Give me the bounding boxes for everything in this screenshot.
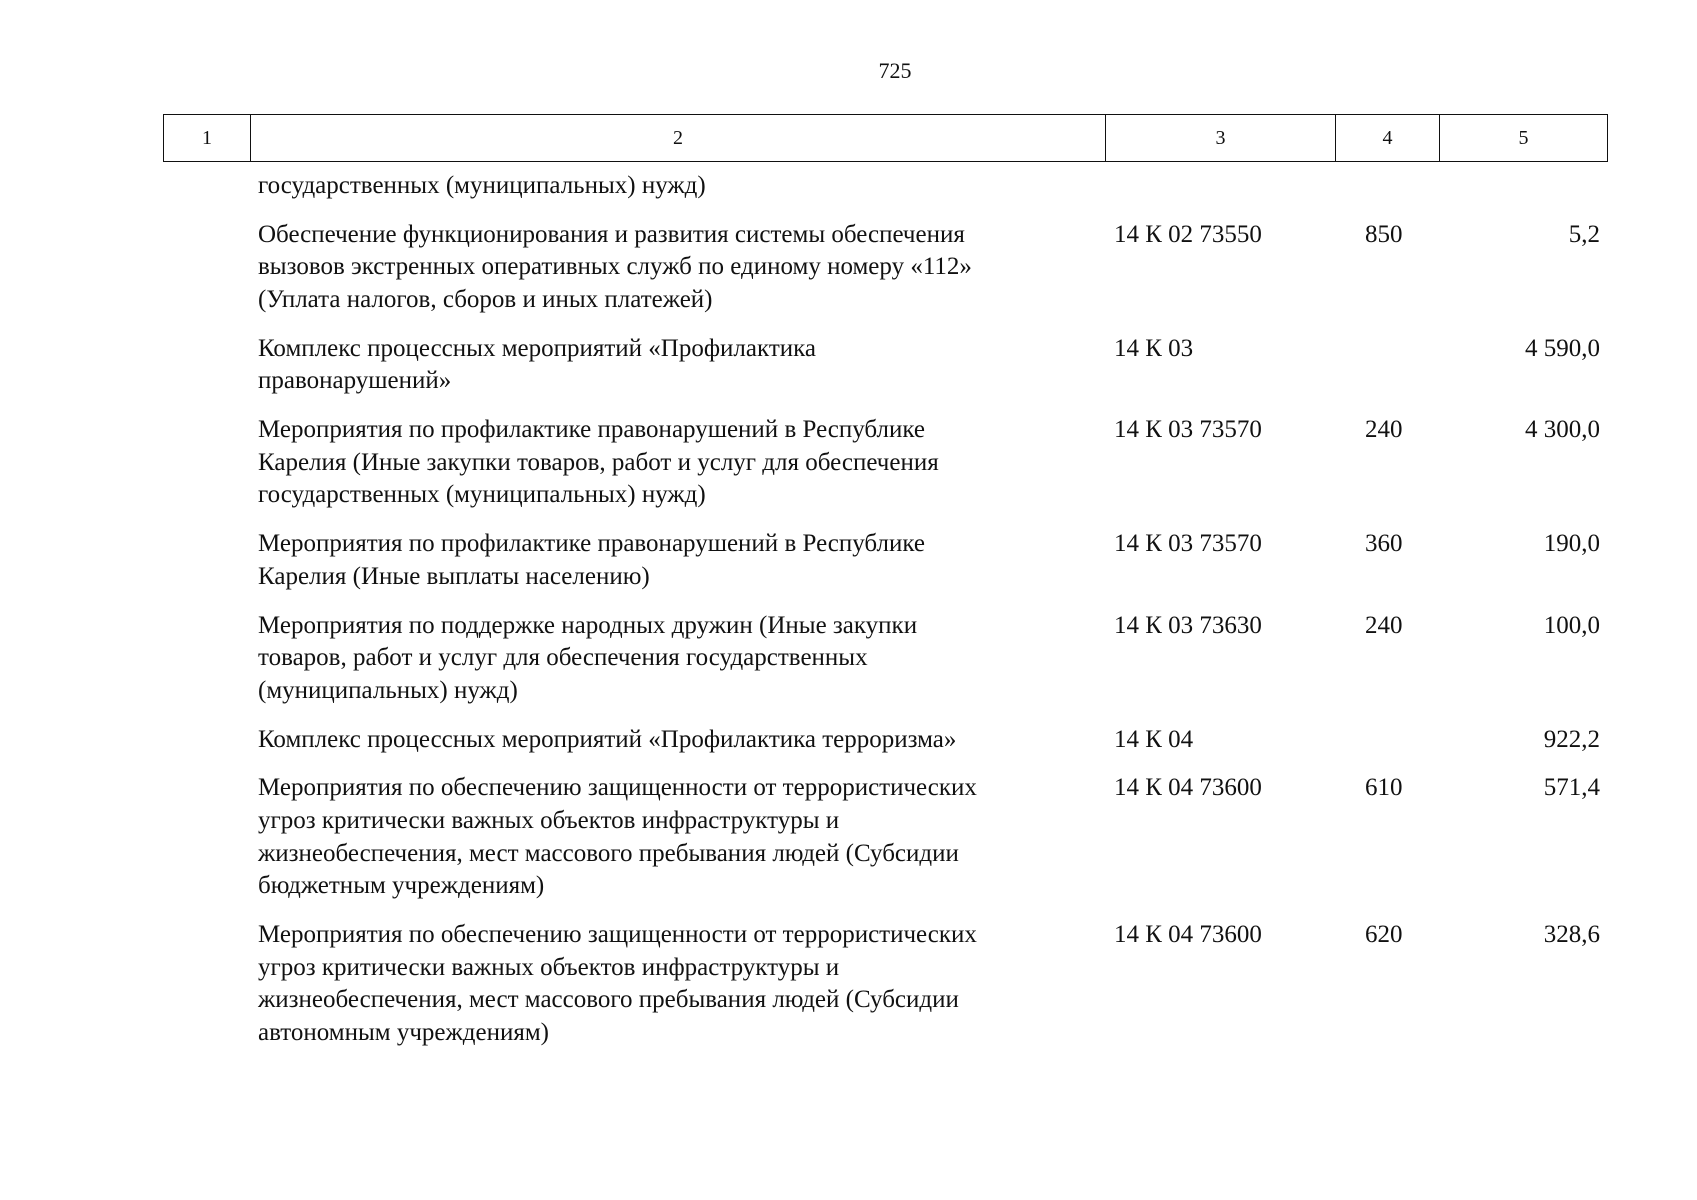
row-description	[258, 219, 1078, 317]
row-description	[258, 170, 1078, 203]
row-description-line: автономным учреждениям)	[258, 1018, 550, 1046]
table-row	[0, 724, 1697, 757]
row-code: 14 К 04 73600	[1114, 774, 1262, 802]
row-description-line: государственных (муниципальных) нужд)	[258, 172, 706, 199]
row-description	[258, 333, 1078, 398]
row-code: 14 К 03 73570	[1114, 530, 1262, 558]
row-description-line: жизнеобеспечения, мест массового пребывания людей (Субсидии	[258, 839, 959, 867]
row-description-line: Мероприятия по профилактике правонарушений в Республике	[258, 530, 926, 558]
row-expense-type: 610	[1365, 774, 1403, 802]
row-description	[258, 772, 1078, 902]
row-description-line: государственных (муниципальных) нужд)	[258, 481, 706, 509]
table-row	[0, 772, 1697, 902]
row-description-line: Мероприятия по поддержке народных дружин (Иные закупки	[258, 611, 918, 639]
row-amount: 4 300,0	[1525, 416, 1600, 444]
row-amount: 4 590,0	[1525, 334, 1600, 362]
row-expense-type: 240	[1365, 416, 1403, 444]
row-description-line: (муниципальных) нужд)	[258, 676, 518, 704]
row-description-line: Карелия (Иные выплаты населению)	[258, 562, 650, 590]
row-description-line: жизнеобеспечения, мест массового пребывания людей (Субсидии	[258, 986, 959, 1014]
table-row	[0, 219, 1697, 317]
row-code: 14 К 03	[1114, 334, 1194, 362]
table-header	[163, 114, 1608, 162]
row-code: 14 К 02 73550	[1114, 220, 1262, 248]
table-row	[0, 528, 1697, 593]
table-row	[0, 333, 1697, 398]
row-amount: 190,0	[1543, 530, 1600, 558]
row-code: 14 К 04	[1114, 725, 1194, 753]
header-col-5: 5	[1518, 126, 1529, 149]
header-col-3: 3	[1106, 115, 1336, 161]
row-description-line: товаров, работ и услуг для обеспечения государственных	[258, 644, 868, 672]
row-description-line: правонарушений»	[258, 367, 452, 395]
row-description	[258, 610, 1078, 708]
row-description-line: Карелия (Иные закупки товаров, работ и услуг для обеспечения	[258, 448, 939, 476]
row-description-line: (Уплата налогов, сборов и иных платежей)	[258, 285, 713, 313]
row-code: 14 К 03 73570	[1114, 416, 1262, 444]
row-description	[258, 919, 1078, 1049]
row-code: 14 К 03 73630	[1114, 611, 1262, 639]
page-number: 725	[878, 58, 912, 83]
table-row	[0, 919, 1697, 1049]
row-expense-type: 240	[1365, 611, 1403, 639]
row-amount: 571,4	[1543, 774, 1600, 802]
header-col-1: 1	[164, 115, 251, 161]
row-description-line: Мероприятия по обеспечению защищенности от террористических	[258, 921, 977, 948]
row-description-line: Обеспечение функционирования и развития системы обеспечения	[258, 220, 965, 248]
row-description-line: Мероприятия по обеспечению защищенности от террористических	[258, 774, 977, 802]
row-description	[258, 528, 1078, 593]
row-description-line: Мероприятия по профилактике правонарушений в Республике	[258, 416, 926, 444]
row-amount: 100,0	[1543, 611, 1600, 639]
header-col-2: 2	[251, 115, 1106, 161]
row-description-line: вызовов экстренных оперативных служб по единому номеру «112»	[258, 253, 972, 281]
row-amount: 328,6	[1543, 921, 1600, 948]
row-amount: 5,2	[1568, 220, 1600, 248]
row-description-line: бюджетным учреждениям)	[258, 872, 545, 900]
row-code: 14 К 04 73600	[1114, 921, 1262, 948]
row-amount: 922,2	[1543, 725, 1600, 753]
row-description-line: Комплекс процессных мероприятий «Профилактика	[258, 334, 816, 362]
row-expense-type: 360	[1365, 530, 1403, 558]
table-row	[0, 414, 1697, 512]
row-description-line: угроз критически важных объектов инфраструктуры и	[258, 953, 840, 981]
row-description	[258, 414, 1078, 512]
table-row	[0, 610, 1697, 708]
header-col-4: 4	[1336, 115, 1440, 161]
row-description-line: Комплекс процессных мероприятий «Профилактика терроризма»	[258, 725, 957, 753]
row-expense-type: 850	[1365, 220, 1403, 248]
row-description-line: угроз критически важных объектов инфраструктуры и	[258, 806, 840, 834]
table-row	[0, 170, 1697, 203]
row-expense-type: 620	[1365, 921, 1403, 948]
row-description	[258, 724, 1078, 757]
